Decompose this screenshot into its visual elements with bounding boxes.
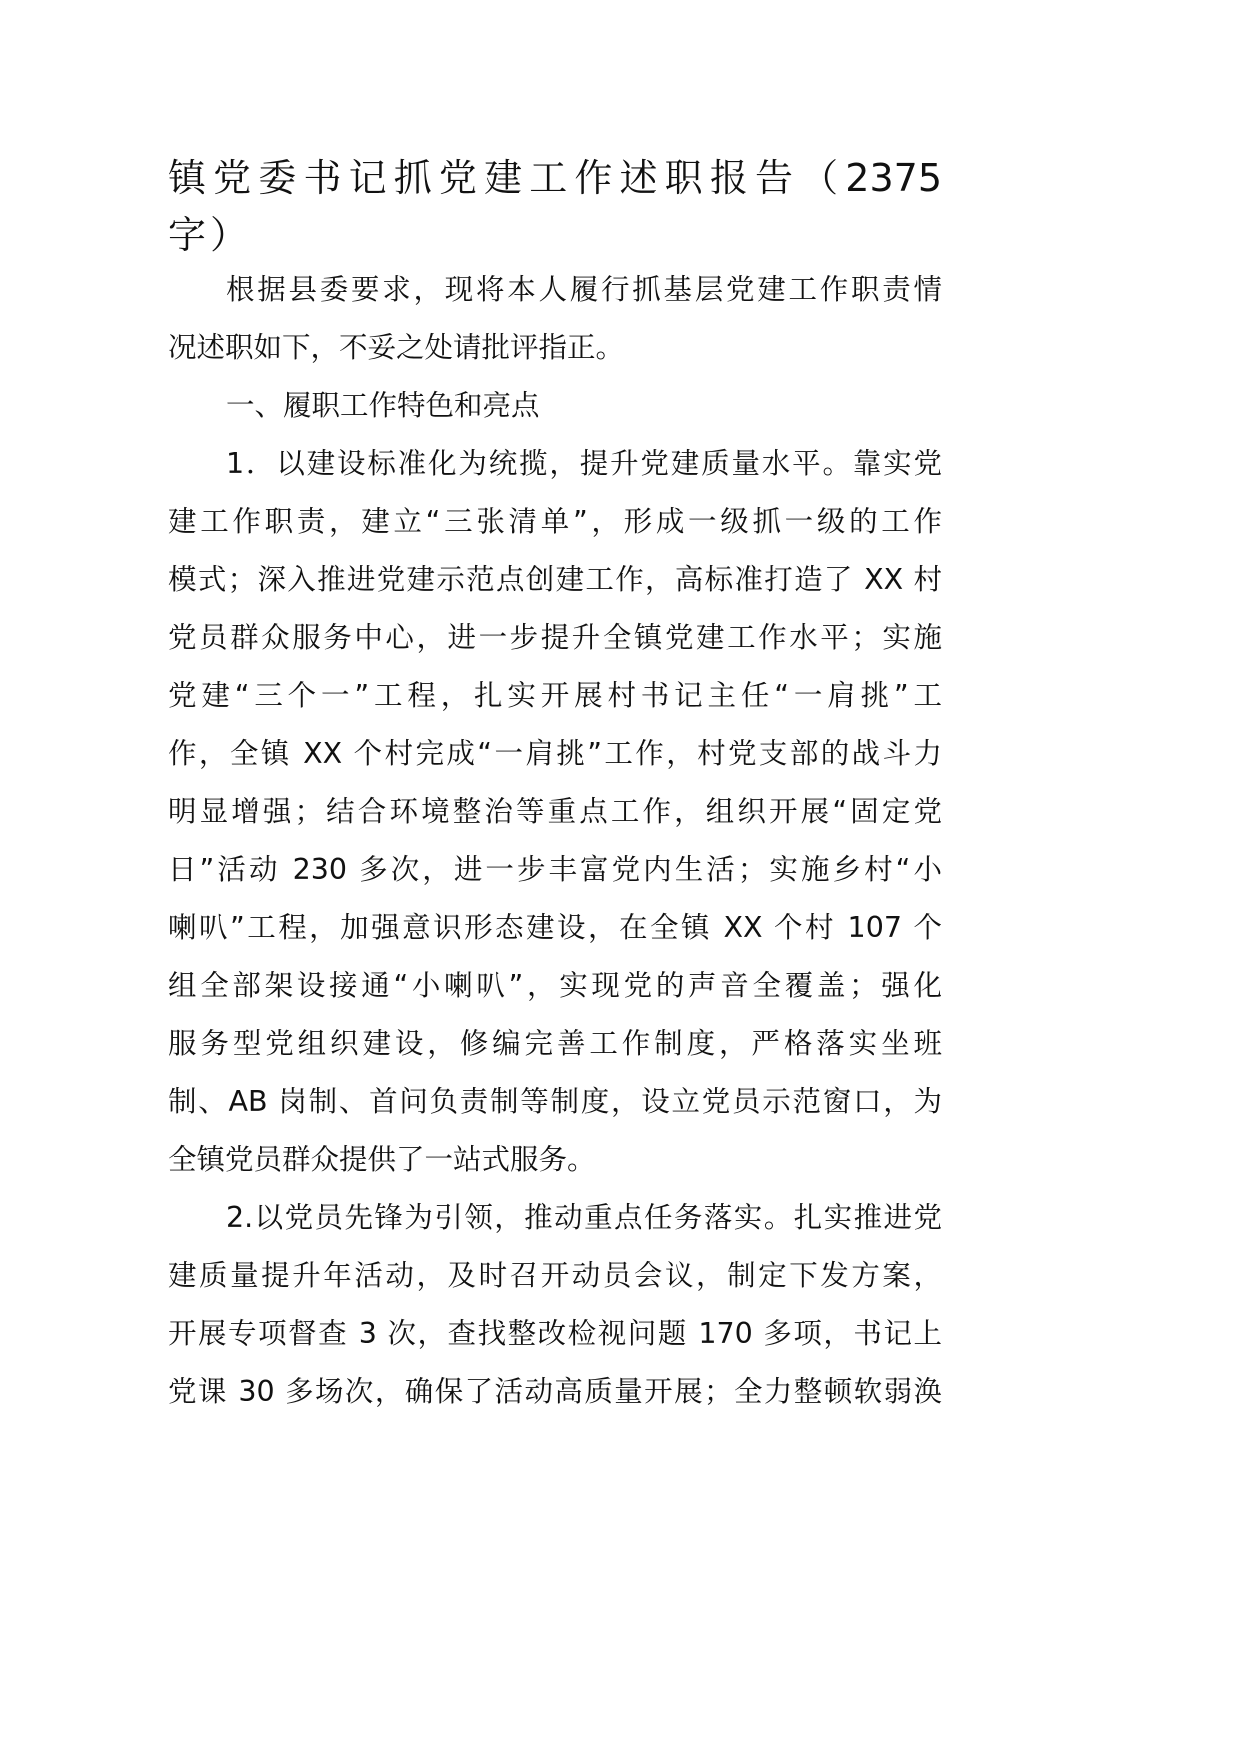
text-line: 作，全镇 XX 个村完成“一肩挑”工作，村党支部的战斗力 [168,737,942,770]
text-line: 组全部架设接通“小喇叭”，实现党的声音全覆盖；强化 [168,969,942,1002]
text-line: 制、AB 岗制、首问负责制等制度，设立党员示范窗口，为 [168,1085,942,1118]
text-line: 喇叭”工程，加强意识形态建设，在全镇 XX 个村 107 个 [168,911,942,944]
text-line: 根据县委要求，现将本人履行抓基层党建工作职责情 [226,273,942,306]
title-line: 镇党委书记抓党建工作述职报告（2375 [168,156,942,200]
text-line: 党员群众服务中心，进一步提升全镇党建工作水平；实施 [168,621,942,654]
text-line: 党课 30 多场次，确保了活动高质量开展；全力整顿软弱涣 [168,1375,942,1408]
text-line: 党建“三个一”工程，扎实开展村书记主任“一肩挑”工 [168,679,942,712]
paragraph [168,435,942,1189]
text-line: 模式；深入推进党建示范点创建工作，高标准打造了 XX 村 [168,563,942,596]
text-line: 开展专项督查 3 次，查找整改检视问题 170 多项，书记上 [168,1317,942,1350]
text-line: 明显增强；结合环境整治等重点工作，组织开展“固定党 [168,795,942,828]
text-line: 1．以建设标准化为统揽，提升党建质量水平。靠实党 [226,447,942,480]
text-line: 服务型党组织建设，修编完善工作制度，严格落实坐班 [168,1027,942,1060]
paragraph [168,1189,942,1421]
text-line: 建工作职责，建立“三张清单”，形成一级抓一级的工作 [168,505,942,538]
document-page [168,150,942,1421]
title-line: 字） [168,213,253,257]
section-heading [168,377,942,435]
text-line: 一、履职工作特色和亮点 [226,389,540,422]
text-line: 2.以党员先锋为引领，推动重点任务落实。扎实推进党 [226,1201,942,1234]
document-title [168,150,942,264]
text-line: 日”活动 230 多次，进一步丰富党内生活；实施乡村“小 [168,853,942,886]
text-line: 况述职如下，不妥之处请批评指正。 [168,331,625,364]
text-line: 建质量提升年活动，及时召开动员会议，制定下发方案， [168,1259,942,1292]
paragraph [168,261,942,377]
document-body [168,261,942,1421]
text-line: 全镇党员群众提供了一站式服务。 [168,1143,596,1176]
